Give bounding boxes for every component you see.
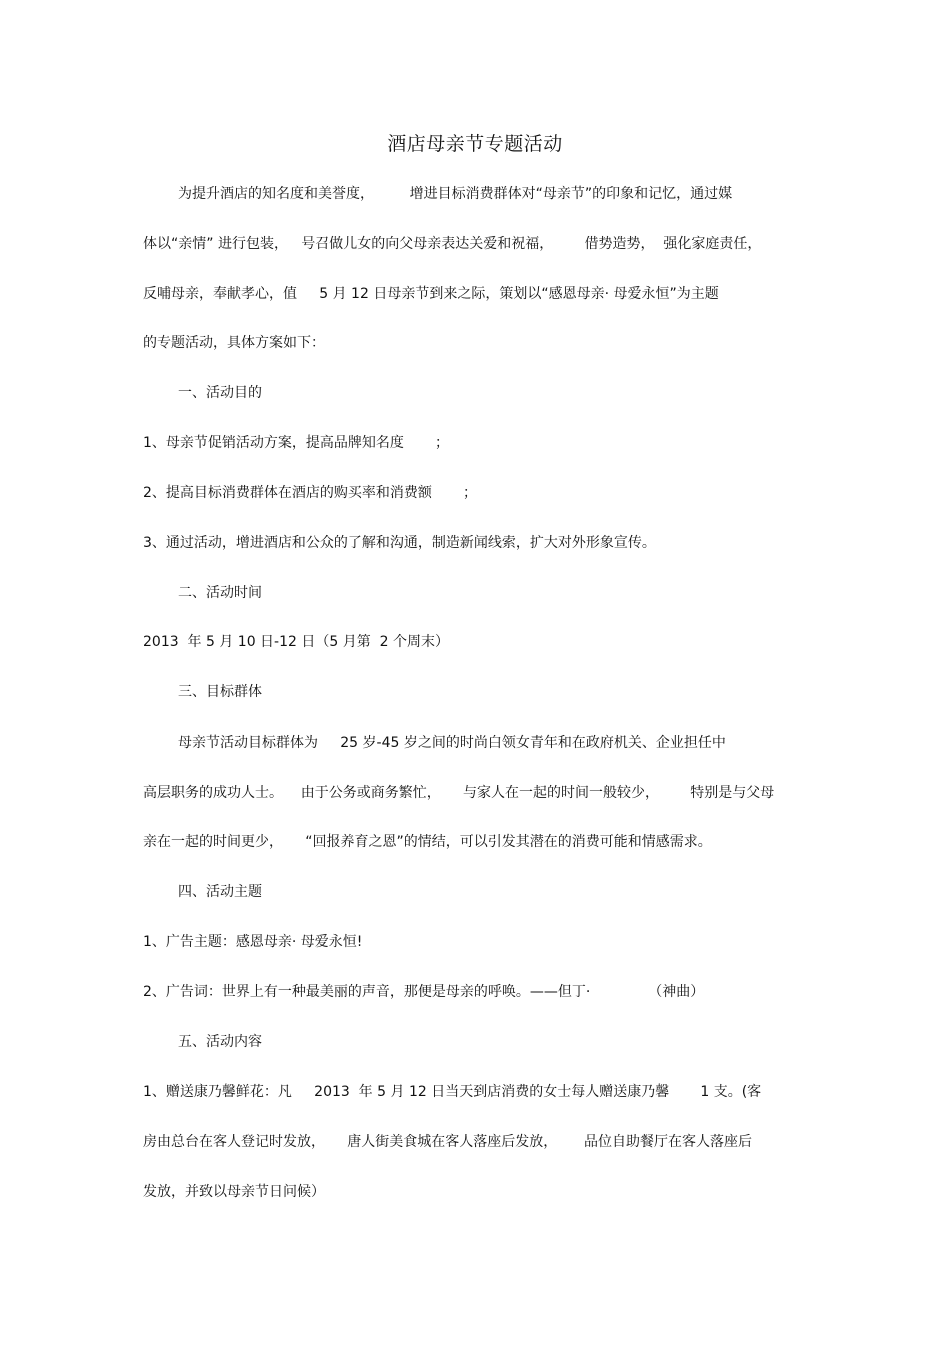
paragraph-line: 亲在一起的时间更少， “回报养育之恩”的情结，可以引发其潜在的消费可能和情感需求。 xyxy=(143,834,712,850)
section-heading: 二、活动时间 xyxy=(178,585,262,601)
section-heading: 四、活动主题 xyxy=(178,884,262,900)
paragraph-line: 的专题活动，具体方案如下： xyxy=(143,335,325,351)
paragraph-line: 发放，并致以母亲节日问候） xyxy=(143,1184,325,1200)
list-item: 2、广告词：世界上有一种最美丽的声音，那便是母亲的呼唤。——但丁· （神曲） xyxy=(143,984,705,1000)
section-heading: 三、目标群体 xyxy=(178,684,262,700)
list-item: 1、母亲节促销活动方案，提高品牌知名度 ； xyxy=(143,435,450,451)
list-item: 3、通过活动，增进酒店和公众的了解和沟通，制造新闻线索，扩大对外形象宣传。 xyxy=(143,535,656,551)
list-item: 1、赠送康乃馨鲜花：凡 2013 年 5 月 12 日当天到店消费的女士每人赠送康乃馨 1 支。(客 xyxy=(143,1084,762,1100)
paragraph-line: 房由总台在客人登记时发放， 唐人街美食城在客人落座后发放， 品位自助餐厅在客人落座后 xyxy=(143,1134,752,1150)
paragraph-line: 母亲节活动目标群体为 25 岁-45 岁之间的时尚白领女青年和在政府机关、企业担任中 xyxy=(178,735,726,751)
list-item: 2、提高目标消费群体在酒店的购买率和消费额 ； xyxy=(143,485,478,501)
paragraph-line: 反哺母亲，奉献孝心，值 5 月 12 日母亲节到来之际，策划以“感恩母亲· 母爱永恒”为主题 xyxy=(143,286,719,302)
paragraph-line: 体以“亲情” 进行包装， 号召做儿女的向父母亲表达关爱和祝福， 借势造势， 强化家庭责任， xyxy=(143,236,762,252)
paragraph-line: 高层职务的成功人士。 由于公务或商务繁忙， 与家人在一起的时间一般较少， 特别是与父母 xyxy=(143,785,775,801)
paragraph-line: 2013 年 5 月 10 日-12 日（5 月第 2 个周末） xyxy=(143,634,449,650)
section-heading: 一、活动目的 xyxy=(178,385,262,401)
list-item: 1、广告主题：感恩母亲· 母爱永恒! xyxy=(143,934,363,950)
document-title: 酒店母亲节专题活动 xyxy=(387,133,563,155)
paragraph-line: 为提升酒店的知名度和美誉度， 增进目标消费群体对“母亲节”的印象和记忆，通过媒 xyxy=(178,186,733,202)
section-heading: 五、活动内容 xyxy=(178,1034,262,1050)
